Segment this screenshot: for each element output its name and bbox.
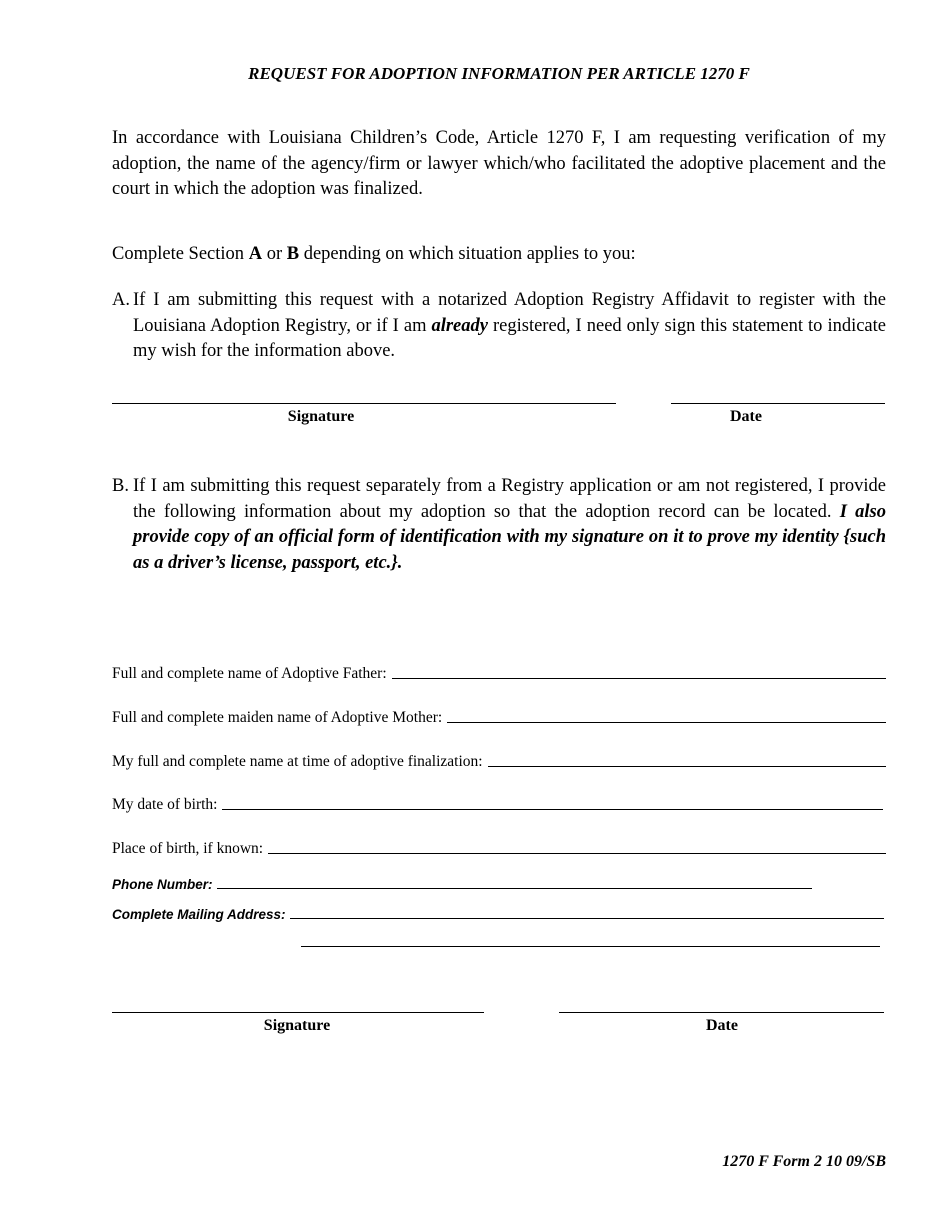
name-at-finalization-field <box>112 749 886 771</box>
name-at-finalization-label: My full and complete name at time of adoptive finalization: <box>112 753 483 770</box>
section-a-text-before: If I am submitting this request with a notarized Adoption Registry Affidavit to register with the Louisiana Adoption Registry, or if I am <box>133 290 886 336</box>
section-a-text-after: registered, I need only sign this statement to indicate my wish for the information above. <box>133 315 886 361</box>
phone-number-field <box>112 872 812 892</box>
section-a <box>112 288 886 365</box>
form-number-footer: 1270 F Form 2 10 09/SB <box>722 1153 886 1170</box>
section-b-text-plain: If I am submitting this request separately from a Registry application or am not registered, I provide the following information about my adoption so that the adoption record can be located. <box>133 476 886 522</box>
name-at-finalization-input-line[interactable] <box>488 766 886 767</box>
section-a-date-line[interactable] <box>671 403 885 404</box>
section-a-text <box>133 288 886 365</box>
section-a-signature-label: Signature <box>287 408 355 425</box>
section-b <box>112 474 886 576</box>
mailing-address-label: Complete Mailing Address: <box>112 907 286 922</box>
form-title: REQUEST FOR ADOPTION INFORMATION PER ARTICLE 1270 F <box>248 64 750 83</box>
section-a-emphasis: already <box>431 315 488 336</box>
date-of-birth-field <box>112 792 883 814</box>
place-of-birth-label: Place of birth, if known: <box>112 840 264 857</box>
date-of-birth-label: My date of birth: <box>112 796 218 813</box>
instruction-prefix: Complete Section <box>112 244 249 264</box>
adoptive-father-label: Full and complete name of Adoptive Father: <box>112 665 387 682</box>
adoptive-mother-input-line[interactable] <box>447 722 886 723</box>
instruction-or: or <box>262 244 287 264</box>
phone-number-label: Phone Number: <box>112 877 213 892</box>
section-a-signature-line[interactable] <box>112 403 616 404</box>
adoptive-mother-field <box>112 705 886 727</box>
intro-paragraph: In accordance with Louisiana Children’s Code, Article 1270 F, I am requesting verification of my adoption, the name of the agency/firm or lawyer which/who facilitated the adoptive placement and the court in which the adoption was finalized. <box>112 128 886 199</box>
section-b-text <box>133 474 886 576</box>
final-date-label: Date <box>706 1017 738 1034</box>
final-signature-line[interactable] <box>112 1012 484 1013</box>
section-a-marker: A. <box>112 290 130 310</box>
section-a-ref: A <box>248 244 263 264</box>
mailing-address-field <box>112 902 884 922</box>
instruction-line <box>112 242 886 268</box>
section-b-emphasis: I also provide copy of an official form of identification with my signature on it to prove my identity {such as a driver’s license, passport, etc.}. <box>133 501 886 573</box>
place-of-birth-field <box>112 836 886 858</box>
final-date-line[interactable] <box>559 1012 884 1013</box>
section-b-marker: B. <box>112 476 129 496</box>
mailing-address-input-line[interactable] <box>290 918 884 919</box>
adoptive-father-field <box>112 661 886 683</box>
section-b-ref: B <box>286 244 300 264</box>
section-a-date-label: Date <box>730 408 762 425</box>
date-of-birth-input-line[interactable] <box>222 809 883 810</box>
final-signature-label: Signature <box>263 1017 331 1034</box>
mailing-address-second-line[interactable] <box>301 946 880 947</box>
place-of-birth-input-line[interactable] <box>268 853 886 854</box>
adoptive-father-input-line[interactable] <box>392 678 886 679</box>
instruction-suffix: depending on which situation applies to you: <box>299 244 636 264</box>
adoptive-mother-label: Full and complete maiden name of Adoptive Mother: <box>112 709 443 726</box>
phone-number-input-line[interactable] <box>217 888 812 889</box>
